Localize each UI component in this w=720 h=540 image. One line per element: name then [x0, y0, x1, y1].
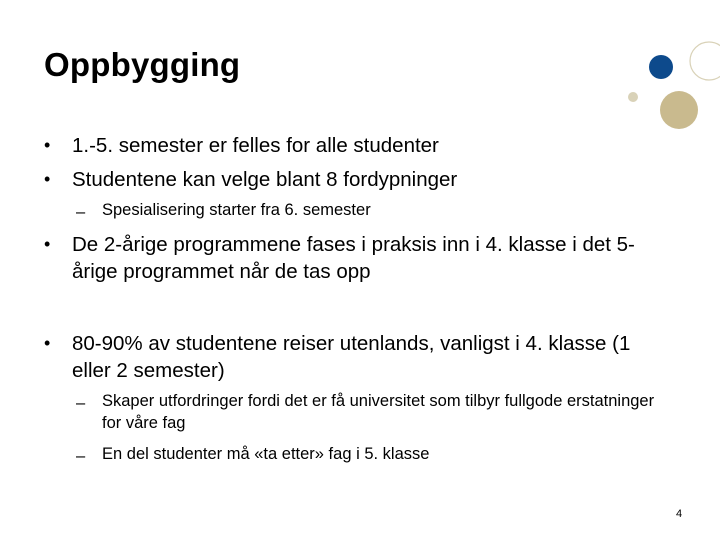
sub-bullet-text: En del studenter må «ta etter» fag i 5. klasse	[102, 445, 430, 463]
bullet-text: De 2-årige programmene fases i praksis inn i 4. klasse i det 5-årige programmet når de tas opp	[72, 233, 635, 283]
bullet-marker: •	[44, 234, 51, 254]
bullet-marker: •	[44, 135, 51, 155]
tan-circle	[660, 91, 698, 129]
sub-bullet-text: Spesialisering starter fra 6. semester	[102, 201, 371, 219]
sub-bullet-marker: –	[76, 394, 86, 412]
outline-circle	[690, 42, 720, 80]
slide-title: Oppbygging	[44, 46, 241, 83]
navy-circle	[649, 55, 673, 79]
sub-bullet-marker: –	[76, 447, 86, 465]
sub-bullet-text: Skaper utfordringer fordi det er få universitet som tilbyr fullgode erstatninger for våre fag	[102, 392, 655, 432]
bullet-text: 1.-5. semester er felles for alle studenter	[72, 134, 439, 157]
page-number: 4	[676, 508, 683, 520]
decorative-circles	[0, 0, 720, 140]
sub-bullet-marker: –	[76, 203, 86, 221]
small-dot	[628, 92, 638, 102]
bullet-text: Studentene kan velge blant 8 fordypninger	[72, 168, 458, 191]
bullet-text: 80-90% av studentene reiser utenlands, vanligst i 4. klasse (1 eller 2 semester)	[72, 332, 631, 382]
bullet-marker: •	[44, 169, 51, 189]
bullet-marker: •	[44, 333, 51, 353]
